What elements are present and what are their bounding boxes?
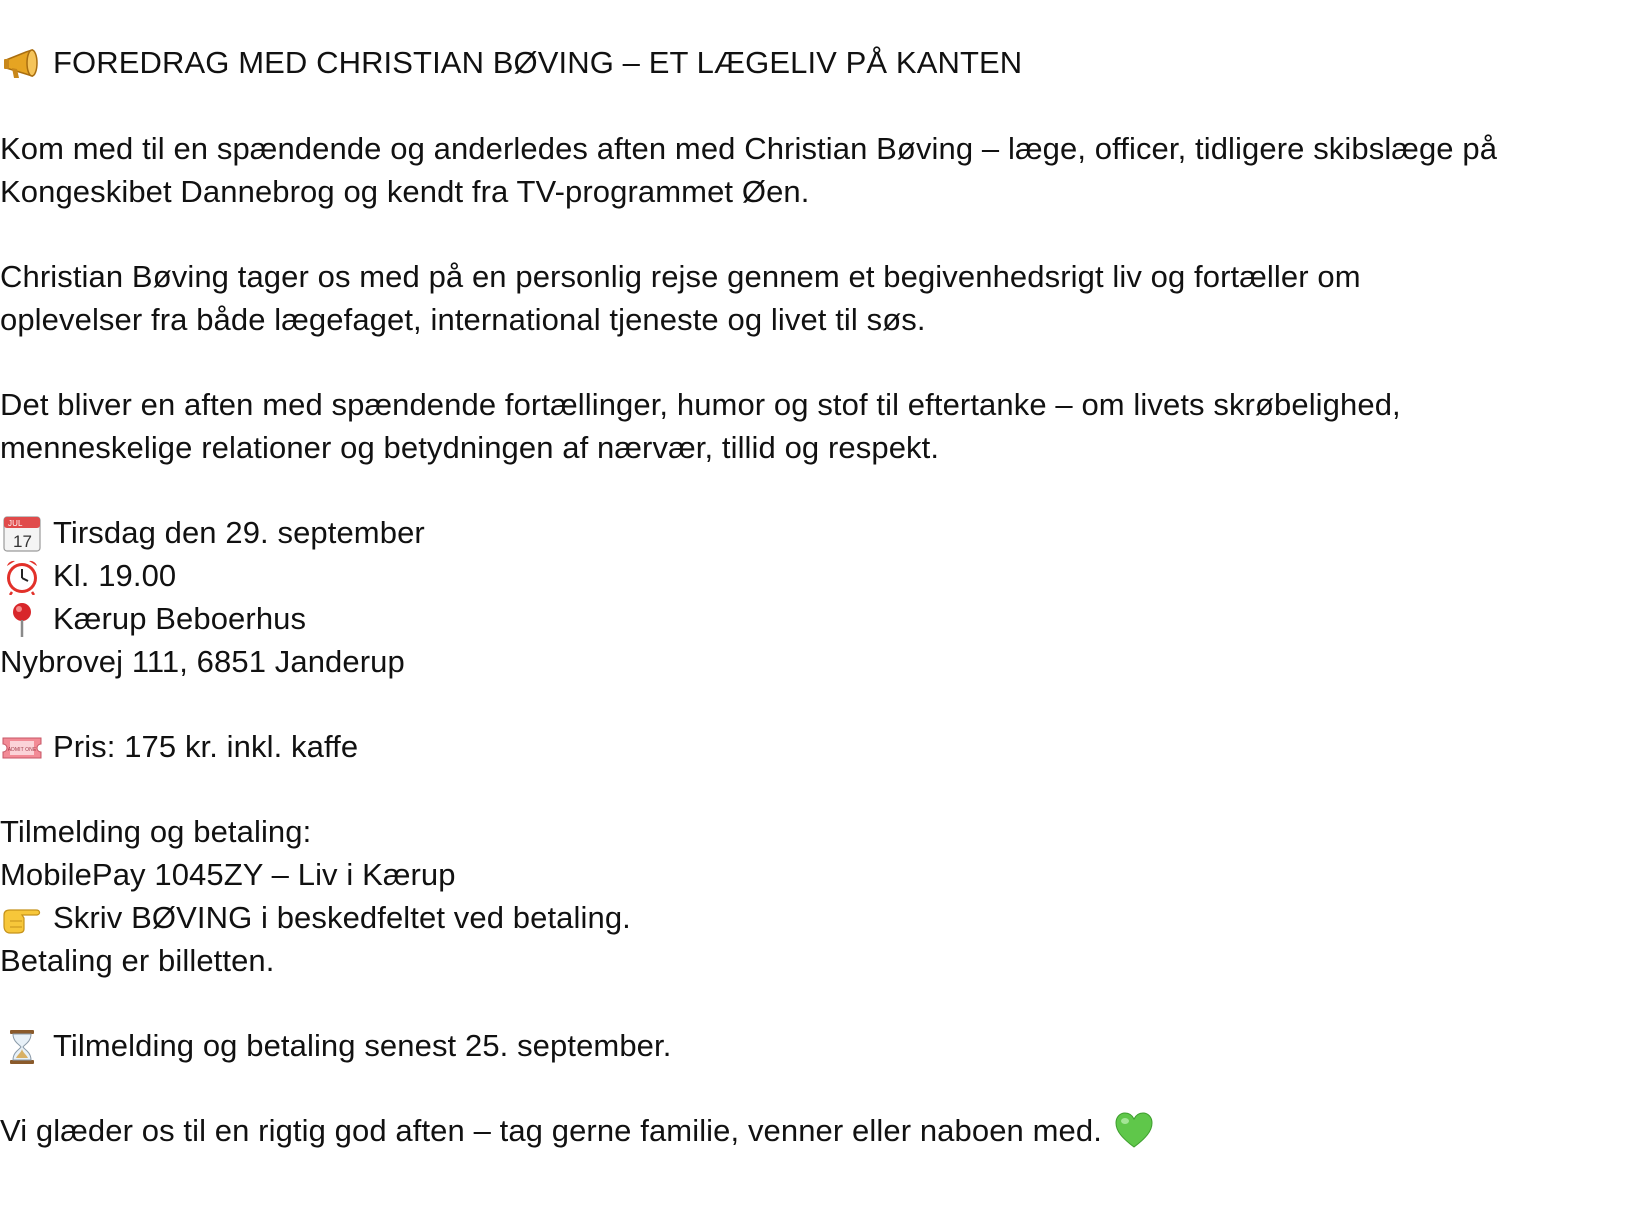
event-date: Tirsdag den 29. september (53, 515, 425, 550)
calendar-day: 17 (13, 532, 33, 551)
alarm-clock-icon (2, 559, 42, 595)
price-text: Pris: 175 kr. inkl. kaffe (53, 729, 359, 764)
paragraph-2-line-2: oplevelser fra både lægefaget, international tjeneste og livet til søs. (0, 302, 926, 337)
payment-instruction: Skriv BØVING i beskedfeltet ved betaling. (53, 900, 631, 935)
closing-line (0, 1109, 1154, 1153)
registration-heading: Tilmelding og betaling: (0, 814, 312, 849)
page-title: FOREDRAG MED CHRISTIAN BØVING – ET LÆGELIV PÅ KANTEN (53, 45, 1023, 80)
paragraph-2-line-1: Christian Bøving tager os med på en personlig rejse gennem et begivenhedsrigt liv og fortæller om (0, 259, 1361, 294)
event-venue: Kærup Beboerhus (53, 601, 307, 636)
event-time: Kl. 19.00 (53, 558, 177, 593)
ticket-label: ADMIT ONE (7, 747, 37, 753)
calendar-month: JUL (8, 519, 23, 528)
paragraph-3-line-1: Det bliver en aften med spændende fortællinger, humor og stof til eftertanke – om livets skrøbelighed, (0, 387, 1401, 422)
deadline-text: Tilmelding og betaling senest 25. september. (53, 1028, 672, 1063)
paragraph-1-line-2: Kongeskibet Dannebrog og kendt fra TV-programmet Øen. (0, 174, 810, 209)
hourglass-icon (2, 1029, 42, 1065)
paragraph-1-line-1: Kom med til en spændende og anderledes aften med Christian Bøving – læge, officer, tidligere skibslæge på (0, 131, 1498, 166)
calendar-icon (2, 516, 42, 552)
ticket-note: Betaling er billetten. (0, 943, 275, 978)
event-address: Nybrovej 111, 6851 Janderup (0, 644, 405, 679)
closing-text: Vi glæder os til en rigtig god aften – tag gerne familie, venner eller naboen med. (0, 1113, 1102, 1148)
megaphone-icon (2, 46, 42, 82)
green-heart-icon (1114, 1111, 1154, 1149)
mobilepay-info: MobilePay 1045ZY – Liv i Kærup (0, 857, 456, 892)
ticket-icon (2, 730, 42, 766)
paragraph-3-line-2: menneskelige relationer og betydningen af nærvær, tillid og respekt. (0, 430, 940, 465)
round-pushpin-icon (2, 602, 42, 638)
pointing-hand-icon (2, 901, 42, 937)
